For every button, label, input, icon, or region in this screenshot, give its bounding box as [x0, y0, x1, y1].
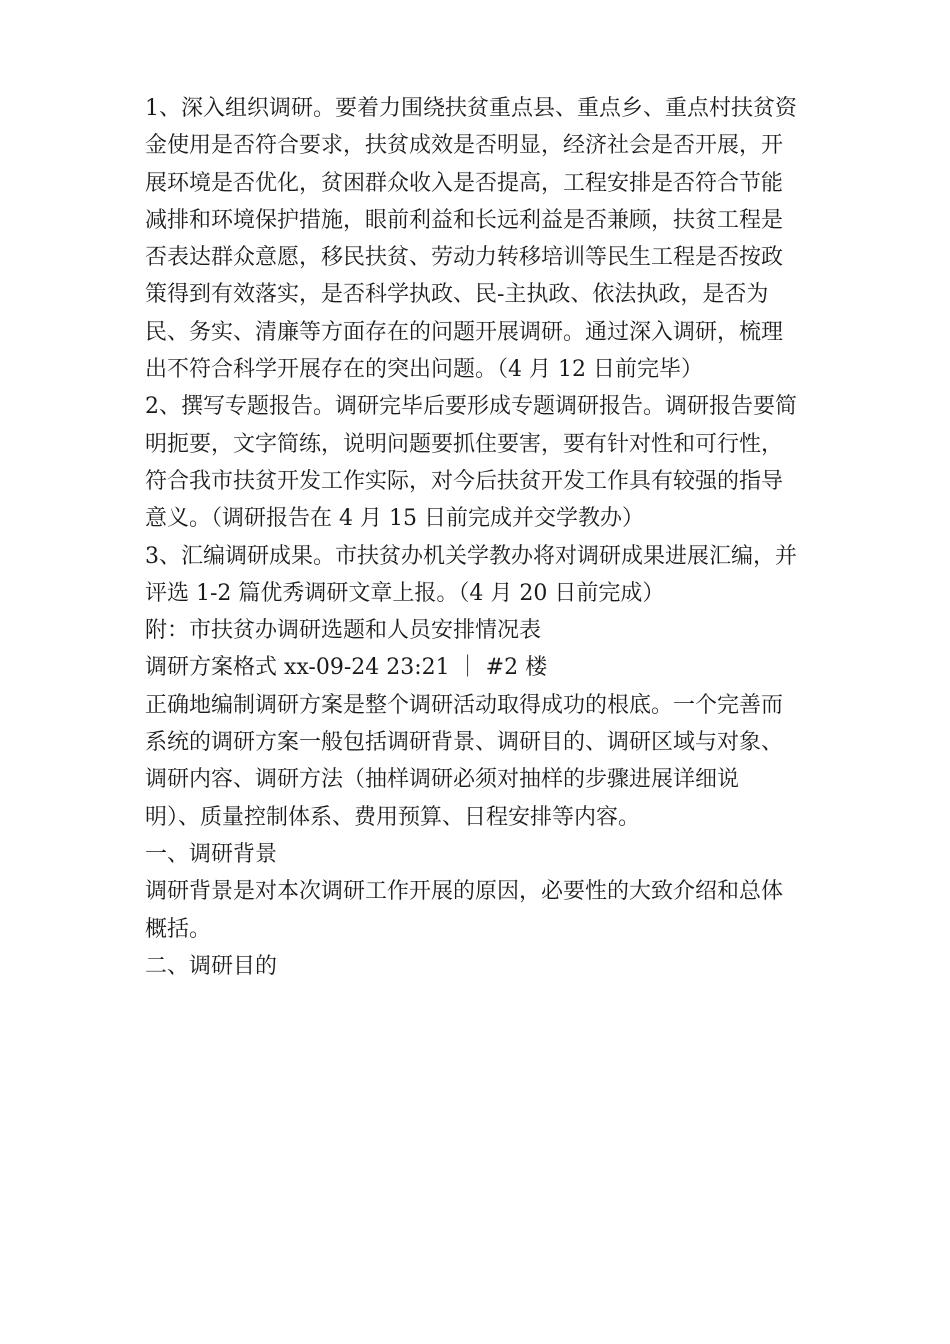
- document-body: [145, 90, 813, 985]
- paragraph-write-report: 2、撰写专题报告。调研完毕后要形成专题调研报告。调研报告要简 明扼要，文字简练，说明问题要抓住要害，要有针对性和可行性， 符合我市扶贫开发工作实际，对今后扶贫开发工作具有较强的指导 意义。（调研报告在 4 月 15 日前完成并交学教办）: [145, 394, 797, 532]
- paragraph-background: 调研背景是对本次调研工作开展的原因，必要性的大致介绍和总体 概括。: [145, 879, 784, 942]
- paragraph-compile-results: 3、汇编调研成果。市扶贫办机关学教办将对调研成果进展汇编，并 评选 1-2 篇优秀调研文章上报。（4 月 20 日前完成）: [145, 543, 797, 606]
- heading-purpose: 二、调研目的: [145, 953, 278, 979]
- heading-background: 一、调研背景: [145, 841, 278, 867]
- paragraph-attachment: 附：市扶贫办调研选题和人员安排情况表: [145, 618, 542, 644]
- post-header: 调研方案格式 xx-09-24 23:21 ｜ #2 楼: [145, 655, 548, 681]
- paragraph-plan-intro: 正确地编制调研方案是整个调研活动取得成功的根底。一个完善而 系统的调研方案一般包括调研背景、调研目的、调研区域与对象、 调研内容、调研方法（抽样调研必须对抽样的步骤进展详细说 明）、质量控制体系、费用预算、日程安排等内容。: [145, 692, 784, 830]
- paragraph-in-depth-research: 1、深入组织调研。要着力围绕扶贫重点县、重点乡、重点村扶贫资 金使用是否符合要求，扶贫成效是否明显，经济社会是否开展，开 展环境是否优化，贫困群众收入是否提高，工程安排是否符合节能 减排和环境保护措施，眼前利益和长远利益是否兼顾，扶贫工程是 否表达群众意愿，移民扶贫、劳动力转移培训等民生工程是否按政 策得到有效落实，是否科学执政、民-主执政、依法执政，是否为 民、务实、清廉等方面存在的问题开展调研。通过深入调研，梳理 出不符合科学开展存在的突出问题。（4 月 12 日前完毕）: [145, 96, 797, 383]
